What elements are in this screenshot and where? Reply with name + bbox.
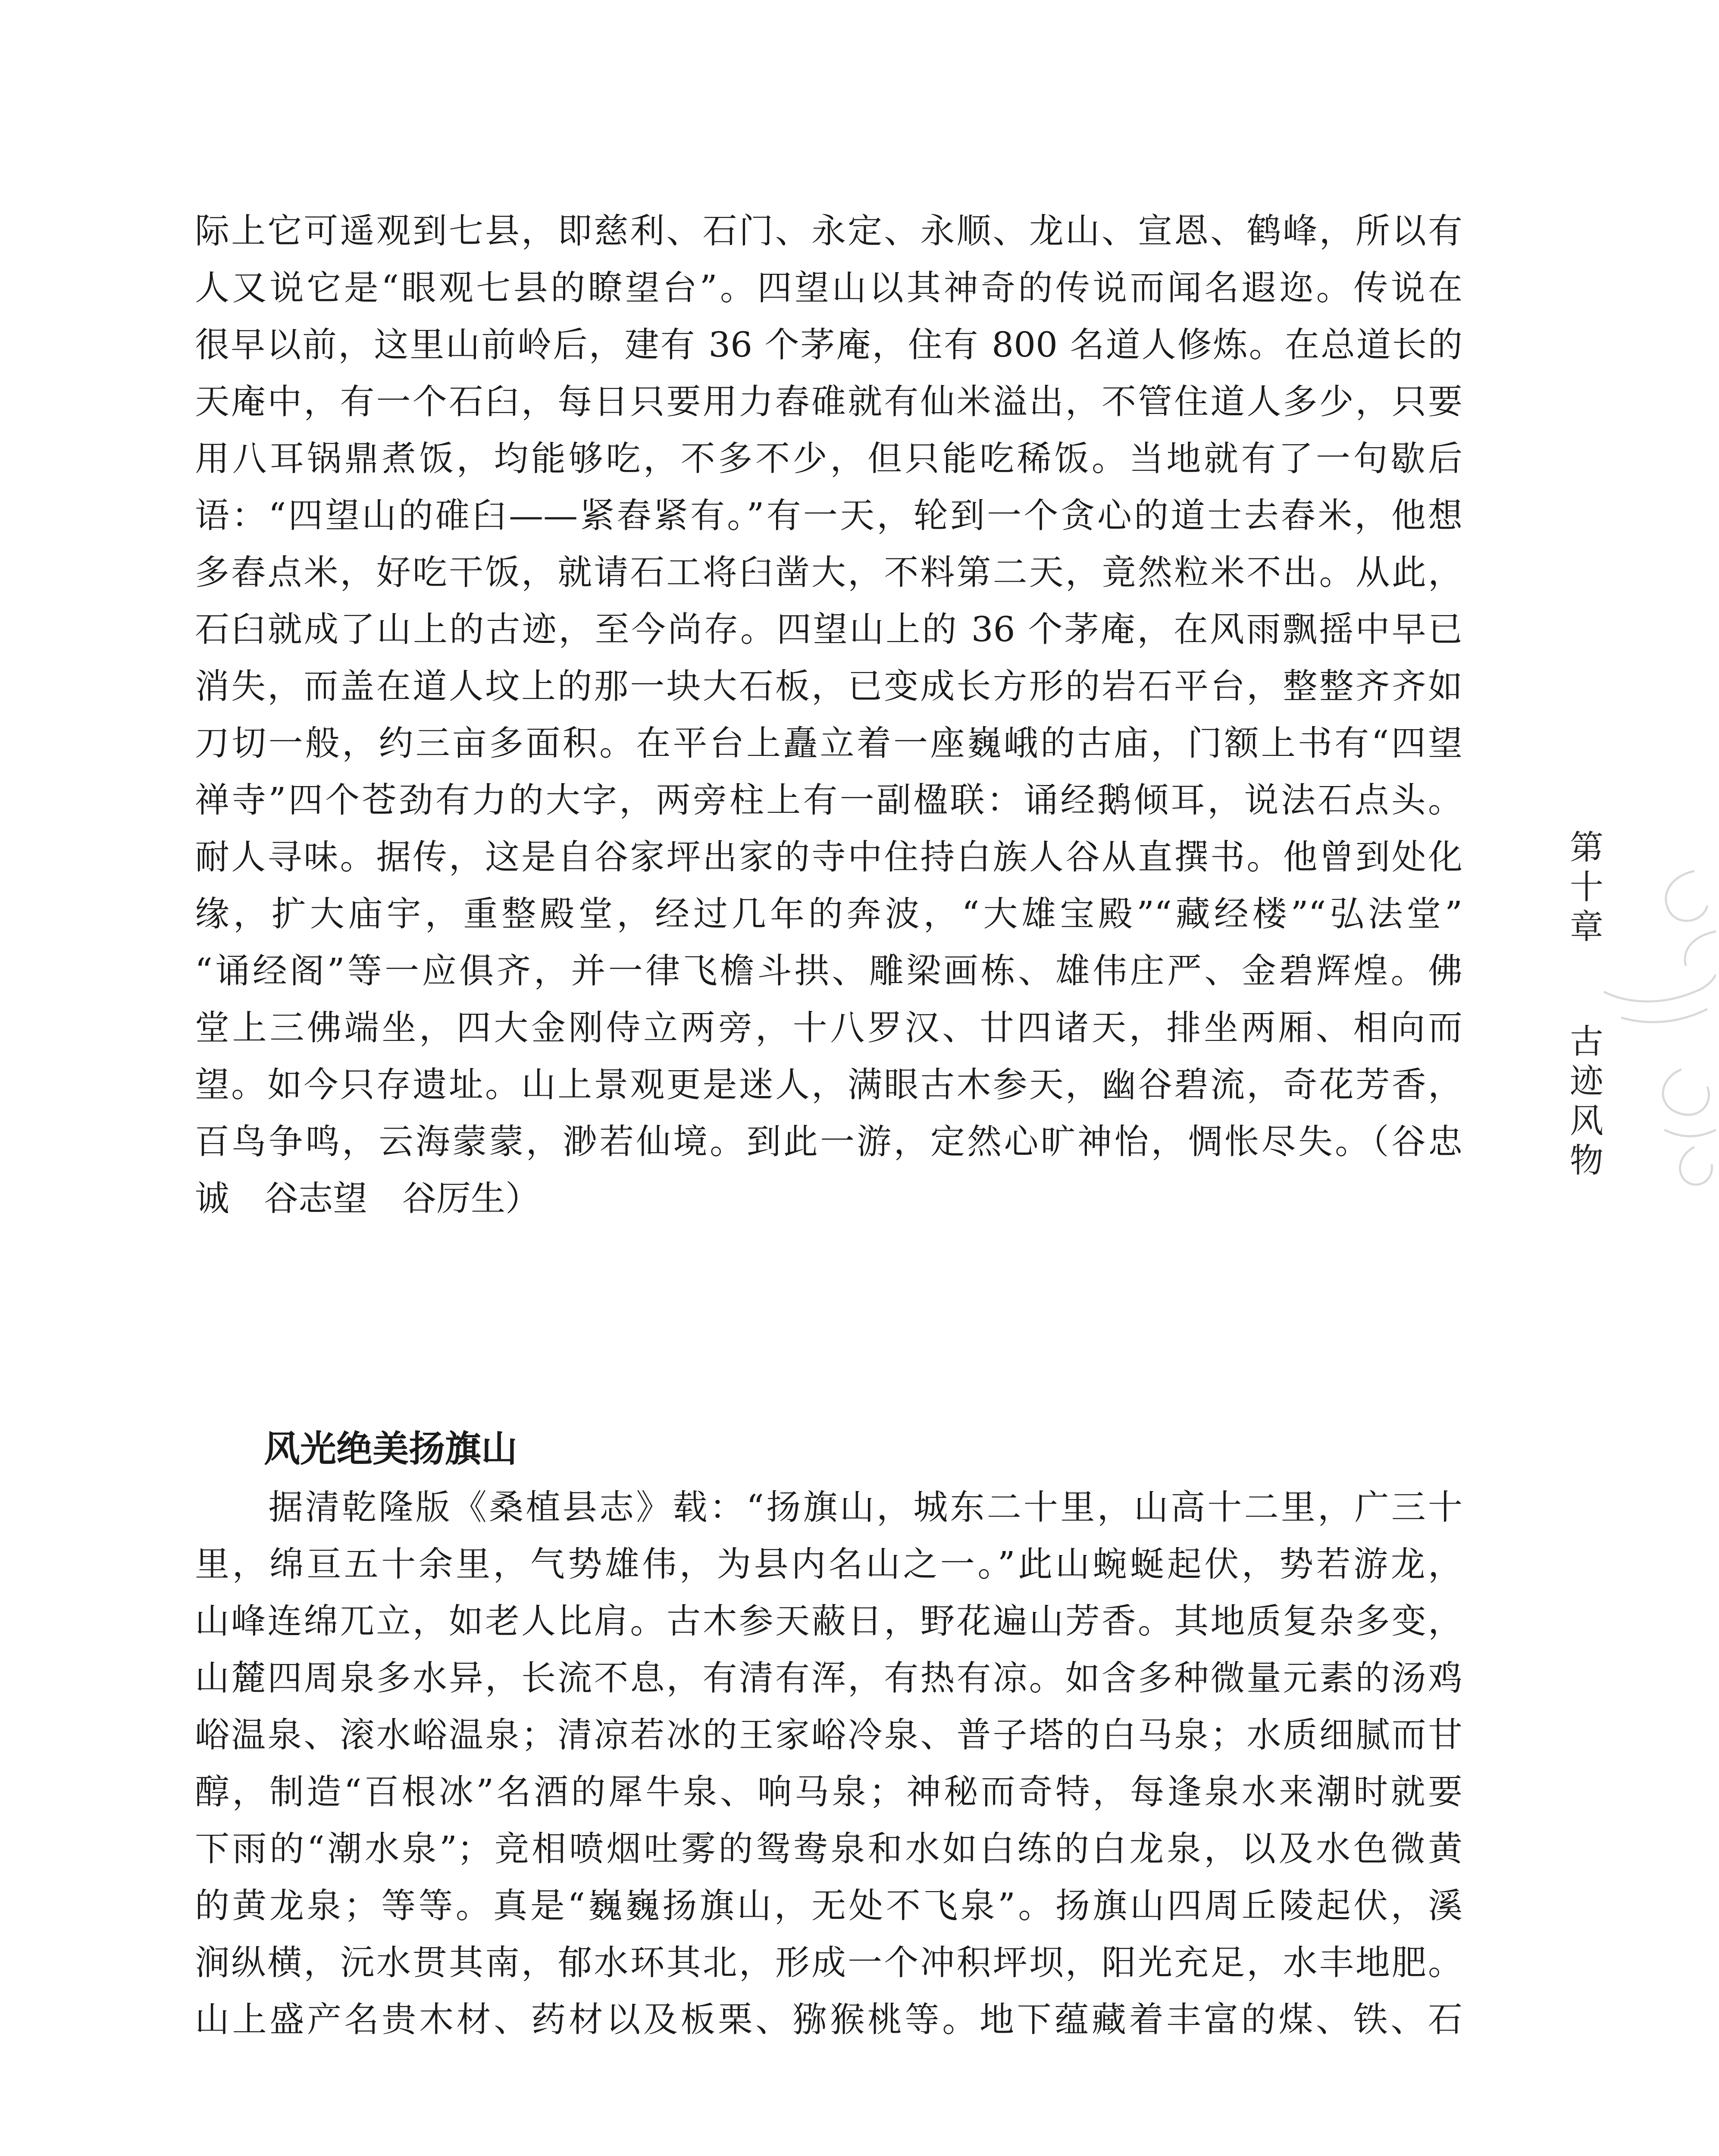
text-line: 石臼就成了山上的古迹，至今尚存。四望山上的 36 个茅庵，在风雨飘摇中早已 (195, 609, 1462, 649)
text-line: 天庵中，有一个石臼，每日只要用力舂碓就有仙米溢出，不管住道人多少，只要 (195, 382, 1462, 422)
text-line: 涧纵横，沅水贯其南，郁水环其北，形成一个冲积坪坝，阳光充足，水丰地肥。 (195, 1943, 1462, 1983)
text-line: 禅寺”四个苍劲有力的大字，两旁柱上有一副楹联：诵经鹅倾耳，说法石点头。 (195, 780, 1462, 820)
text-line: 峪温泉、滚水峪温泉；清凉若冰的王家峪冷泉、普子塔的白马泉；水质细腻而甘 (195, 1715, 1462, 1755)
text-line: 的黄龙泉；等等。真是“巍巍扬旗山，无处不飞泉”。扬旗山四周丘陵起伏，溪 (195, 1886, 1462, 1926)
text-line: 语：“四望山的碓臼——紧舂紧有。”有一天，轮到一个贪心的道士去舂米，他想 (195, 495, 1462, 536)
text-line: 百鸟争鸣，云海蒙蒙，渺若仙境。到此一游，定然心旷神怡，惆怅尽失。（谷忠 (195, 1122, 1462, 1162)
text-line: 人又说它是“眼观七县的瞭望台”。四望山以其神奇的传说而闻名遐迩。传说在 (195, 268, 1462, 308)
chapter-number: 第十章 (1569, 828, 1603, 946)
text-line: 醇，制造“百根冰”名酒的犀牛泉、响马泉；神秘而奇特，每逢泉水来潮时就要 (195, 1772, 1462, 1812)
text-line: 下雨的“潮水泉”；竞相喷烟吐雾的鸳鸯泉和水如白练的白龙泉，以及水色微黄 (195, 1829, 1462, 1869)
text-line: 堂上三佛端坐，四大金刚侍立两旁，十八罗汉、廿四诸天，排坐两厢、相向而 (195, 1008, 1462, 1048)
text-line: 多舂点米，好吃干饭，就请石工将臼凿大，不料第二天，竟然粒米不出。从此， (195, 552, 1462, 592)
text-line: 望。如今只存遗址。山上景观更是迷人，满眼古木参天，幽谷碧流，奇花芳香， (195, 1065, 1462, 1105)
text-line: 用八耳锅鼎煮饭，均能够吃，不多不少，但只能吃稀饭。当地就有了一句歇后 (195, 439, 1462, 479)
text-line: 据清乾隆版《桑植县志》载：“扬旗山，城东二十里，山高十二里，广三十 (195, 1487, 1462, 1527)
body-paragraph (195, 1479, 1462, 2048)
text-line: 很早以前，这里山前岭后，建有 36 个茅庵，住有 800 名道人修炼。在总道长的 (195, 325, 1462, 365)
text-line: 山上盛产名贵木材、药材以及板栗、猕猴桃等。地下蕴藏着丰富的煤、铁、石 (195, 1999, 1462, 2040)
text-line: 诚 谷志望 谷厉生） (195, 1178, 540, 1219)
text-line: 耐人寻味。据传，这是自谷家坪出家的寺中住持白族人谷从直撰书。他曾到处化 (195, 837, 1462, 877)
text-line: 缘，扩大庙宇，重整殿堂，经过几年的奔波，“大雄宝殿”“藏经楼”“弘法堂” (195, 894, 1462, 934)
body-paragraph (195, 203, 1462, 1227)
chapter-title: 古迹风物 (1569, 1022, 1603, 1180)
text-line: 际上它可遥观到七县，即慈利、石门、永定、永顺、龙山、宣恩、鹤峰，所以有 (195, 211, 1462, 251)
text-line: 里，绵亘五十余里，气势雄伟，为县内名山之一。”此山蜿蜒起伏，势若游龙， (195, 1544, 1462, 1584)
text-line: 刀切一般，约三亩多面积。在平台上矗立着一座巍峨的古庙，门额上书有“四望 (195, 723, 1462, 763)
section-heading: 风光绝美扬旗山 (264, 1428, 518, 1470)
text-line: 消失，而盖在道人坟上的那一块大石板，已变成长方形的岩石平台，整整齐齐如 (195, 666, 1462, 706)
text-line: 山峰连绵兀立，如老人比肩。古木参天蔽日，野花遍山芳香。其地质复杂多变， (195, 1601, 1462, 1641)
text-line: “诵经阁”等一应俱齐，并一律飞檐斗拱、雕梁画栋、雄伟庄严、金碧辉煌。佛 (195, 951, 1462, 991)
text-line: 山麓四周泉多水异，长流不息，有清有浑，有热有凉。如含多种微量元素的汤鸡 (195, 1658, 1462, 1698)
chapter-side-tab (1552, 802, 1716, 1319)
